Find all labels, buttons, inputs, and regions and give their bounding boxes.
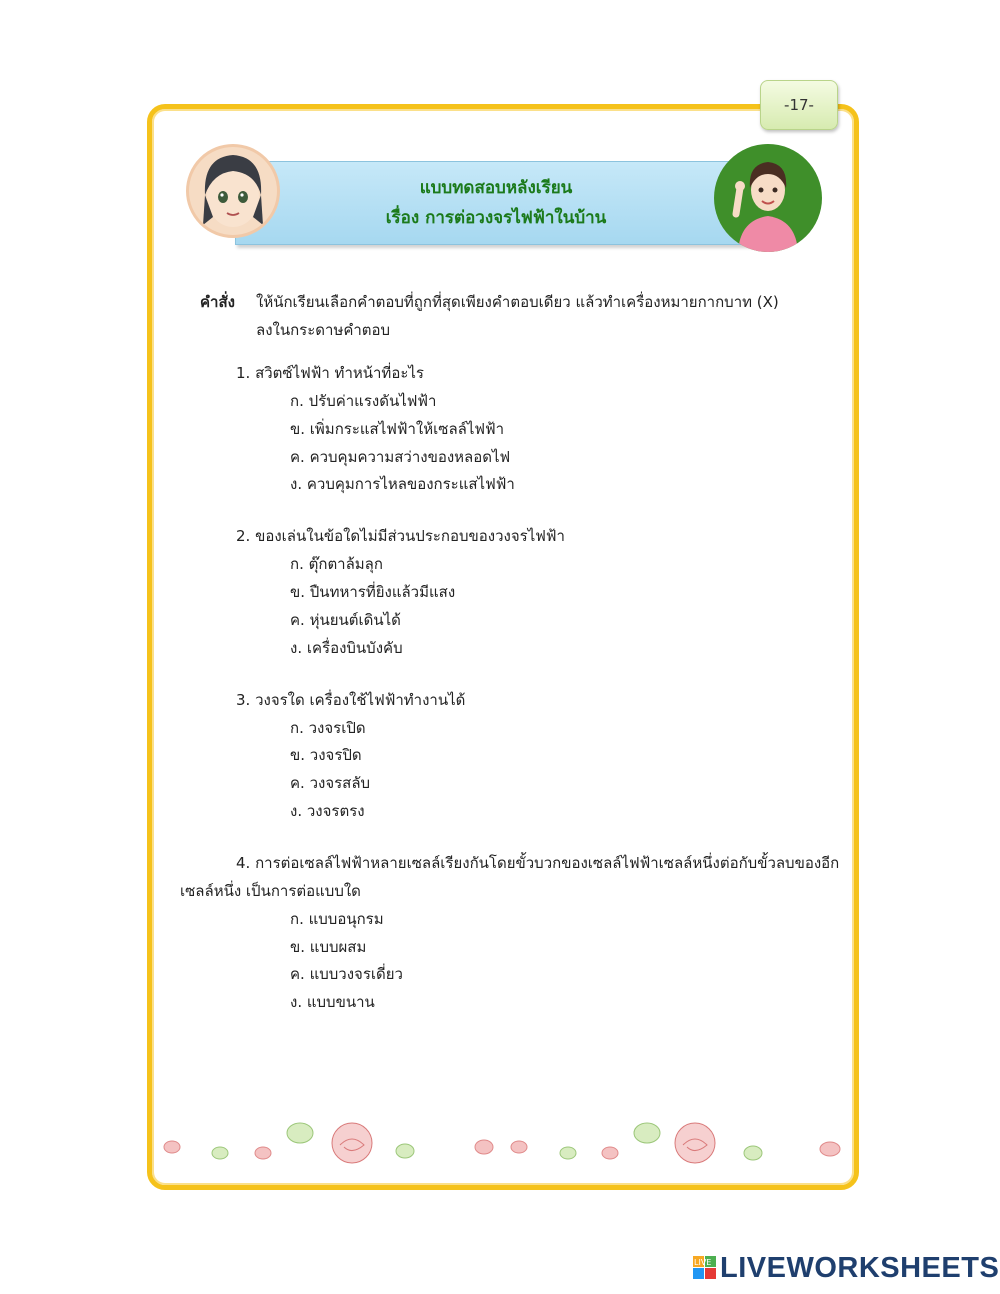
teacher-avatar-right <box>714 144 822 252</box>
question-2-option-b[interactable]: ข. ปืนทหารที่ยิงแล้วมีแสง <box>290 583 456 601</box>
girl-face-icon <box>189 147 277 235</box>
question-2-option-c[interactable]: ค. หุ่นยนต์เดินได้ <box>290 611 401 629</box>
question-3-option-d[interactable]: ง. วงจรตรง <box>290 802 365 820</box>
ornament-icon <box>164 1123 840 1163</box>
question-1-option-d[interactable]: ง. ควบคุมการไหลของกระแสไฟฟ้า <box>290 475 515 493</box>
question-1-option-a[interactable]: ก. ปรับค่าแรงดันไฟฟ้า <box>290 392 437 410</box>
question-4-continued: เซลล์หนึ่ง เป็นการต่อแบบใด <box>180 882 361 900</box>
student-avatar-left <box>186 144 280 238</box>
question-2: 2. ของเล่นในข้อใดไม่มีส่วนประกอบของวงจรไฟฟ้า <box>236 527 565 545</box>
teacher-pointing-icon <box>714 144 822 252</box>
title-banner <box>235 161 757 245</box>
page-frame <box>147 104 859 1190</box>
question-2-option-a[interactable]: ก. ตุ๊กตาล้มลุก <box>290 555 383 573</box>
ornament-decoration <box>160 1105 850 1175</box>
question-3-option-c[interactable]: ค. วงจรสลับ <box>290 774 371 792</box>
instruction-line-1: ให้นักเรียนเลือกคำตอบที่ถูกที่สุดเพียงคำตอบเดียว แล้วทำเครื่องหมายกากบาท (X) <box>256 293 779 311</box>
page-number: -17- <box>760 80 838 130</box>
question-4-option-c[interactable]: ค. แบบวงจรเดี่ยว <box>290 965 403 983</box>
title-line-2: เรื่อง การต่อวงจรไฟฟ้าในบ้าน <box>385 208 607 228</box>
question-3: 3. วงจรใด เครื่องใช้ไฟฟ้าทำงานได้ <box>236 691 466 709</box>
liveworksheets-logo-text[interactable]: LIVEWORKSHEETS <box>720 1252 1000 1284</box>
instruction-line-2: ลงในกระดาษคำตอบ <box>256 321 391 339</box>
question-4: 4. การต่อเซลล์ไฟฟ้าหลายเซลล์เรียงกันโดยขั้วบวกของเซลล์ไฟฟ้าเซลล์หนึ่งต่อกับขั้วลบของอีก <box>236 854 840 872</box>
logo-badge-text: LIVE <box>694 1258 712 1267</box>
question-1-option-c[interactable]: ค. ควบคุมความสว่างของหลอดไฟ <box>290 448 511 466</box>
question-3-option-b[interactable]: ข. วงจรปิด <box>290 746 362 764</box>
question-4-option-d[interactable]: ง. แบบขนาน <box>290 993 375 1011</box>
liveworksheets-logo-icon <box>693 1254 717 1288</box>
title-line-1: แบบทดสอบหลังเรียน <box>419 178 573 198</box>
question-3-option-a[interactable]: ก. วงจรเปิด <box>290 719 366 737</box>
question-1-option-b[interactable]: ข. เพิ่มกระแสไฟฟ้าให้เซลล์ไฟฟ้า <box>290 420 505 438</box>
instruction-label: คำสั่ง <box>200 293 235 311</box>
question-4-option-a[interactable]: ก. แบบอนุกรม <box>290 910 384 928</box>
question-1: 1. สวิตซ์ไฟฟ้า ทำหน้าที่อะไร <box>236 364 424 382</box>
question-4-option-b[interactable]: ข. แบบผสม <box>290 938 367 956</box>
question-2-option-d[interactable]: ง. เครื่องบินบังคับ <box>290 639 403 657</box>
